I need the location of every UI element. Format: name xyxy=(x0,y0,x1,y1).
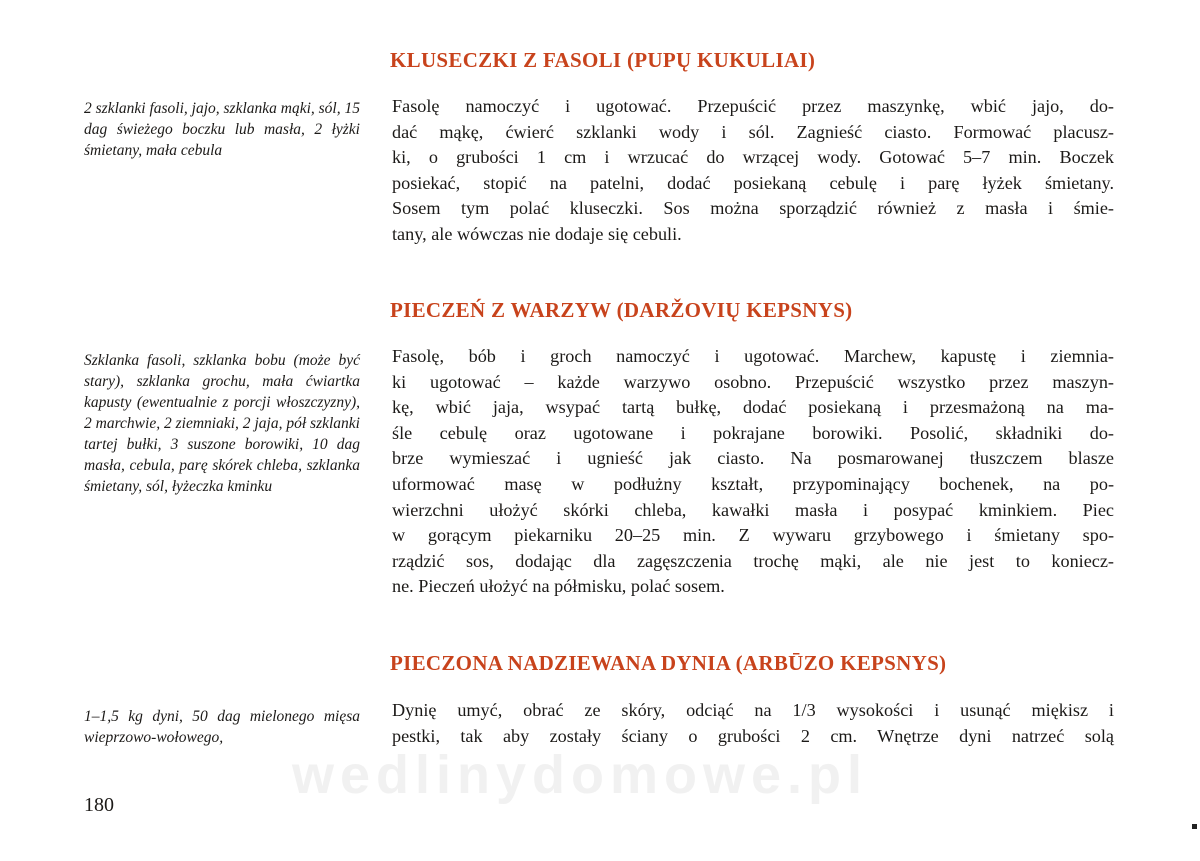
body-line: Fasolę, bób i groch namoczyć i ugotować. Marchew, kapustę i ziemnia- xyxy=(392,346,1114,366)
recipe-title-pieczona-dynia: PIECZONA NADZIEWANA DYNIA (ARBŪZO KEPSNYS) xyxy=(390,651,947,675)
body-line: Dynię umyć, obrać ze skóry, odciąć na 1/3 wysokości i usunąć miękisz i xyxy=(392,700,1114,720)
page-number: 180 xyxy=(84,794,114,816)
body-line: ne. Pieczeń ułożyć na półmisku, polać sosem. xyxy=(392,576,725,597)
body-line: brze wymieszać i ugnieść jak ciasto. Na posmarowanej tłuszczem blasze xyxy=(392,448,1114,469)
body-line: dać mąkę, ćwierć szklanki wody i sól. Zagnieść ciasto. Formować placusz- xyxy=(392,121,1114,142)
body-line: rządzić sos, dodając dla zagęszczenia trochę mąki, ale nie jest to koniecz- xyxy=(392,550,1114,571)
recipe-ingredients-kluseczki: 2 szklanki fasoli, jajo, szklanka mąki, sól, 15 dag świeżego boczku lub masła, 2 łyżki śmietany, mała cebula xyxy=(84,100,360,159)
body-line: pestki, tak aby zostały ściany o grubości 2 cm. Wnętrze dyni natrzeć solą xyxy=(392,725,1114,746)
watermark: wedlinydomowe.pl xyxy=(292,745,869,805)
body-line: ki, o grubości 1 cm i wrzucać do wrzącej wody. Gotować 5–7 min. Boczek xyxy=(392,147,1114,168)
recipe-ingredients-pieczona-dynia: 1–1,5 kg dyni, 50 dag mielonego mięsa wieprzowo-wołowego, xyxy=(84,708,360,746)
recipe-title-kluseczki: KLUSECZKI Z FASOLI (PUPŲ KUKULIAI) xyxy=(390,48,816,72)
body-line: Sosem tym polać kluseczki. Sos można sporządzić również z masła i śmie- xyxy=(392,198,1114,219)
recipe-body-kluseczki xyxy=(392,94,1114,248)
recipe-ingredients-pieczen-z-warzyw: Szklanka fasoli, szklanka bobu (może być stary), szklanka grochu, mała ćwiartka kapusty (ewentualnie z porcji włoszczyzny), 2 marchwie, 2 ziemniaki, 2 jaja, pół szklanki tartej bułki, 3 suszone borowiki, 10 dag masła, cebula, parę skórek chleba, szklanka śmietany, sól, łyżeczka kminku xyxy=(84,352,360,495)
body-line: ki ugotować – każde warzywo osobno. Przepuścić wszystko przez maszyn- xyxy=(392,371,1114,392)
body-line: Fasolę namoczyć i ugotować. Przepuścić przez maszynkę, wbić jajo, do- xyxy=(392,96,1114,116)
body-line: posiekać, stopić na patelni, dodać posiekaną cebulę i parę łyżek śmietany. xyxy=(392,172,1114,193)
recipe-body-pieczona-dynia xyxy=(392,698,1114,749)
body-line: śle cebulę oraz ugotowane i pokrajane borowiki. Posolić, składniki do- xyxy=(392,422,1114,443)
body-line: uformować masę w podłużny kształt, przypominający bochenek, na po- xyxy=(392,473,1114,494)
body-line: tany, ale wówczas nie dodaje się cebuli. xyxy=(392,223,682,244)
body-line: wierzchni ułożyć skórki chleba, kawałki masła i posypać kminkiem. Piec xyxy=(392,499,1114,520)
recipe-body-pieczen-z-warzyw xyxy=(392,344,1114,600)
recipe-title-pieczen-z-warzyw: PIECZEŃ Z WARZYW (DARŽOVIŲ KEPSNYS) xyxy=(390,298,853,322)
body-line: w gorącym piekarniku 20–25 min. Z wywaru grzybowego i śmietany spo- xyxy=(392,525,1114,546)
body-line: kę, wbić jaja, wsypać tartą bułkę, dodać posiekaną i przesmażoną na ma- xyxy=(392,397,1114,418)
scan-edge-mark xyxy=(1192,824,1197,829)
